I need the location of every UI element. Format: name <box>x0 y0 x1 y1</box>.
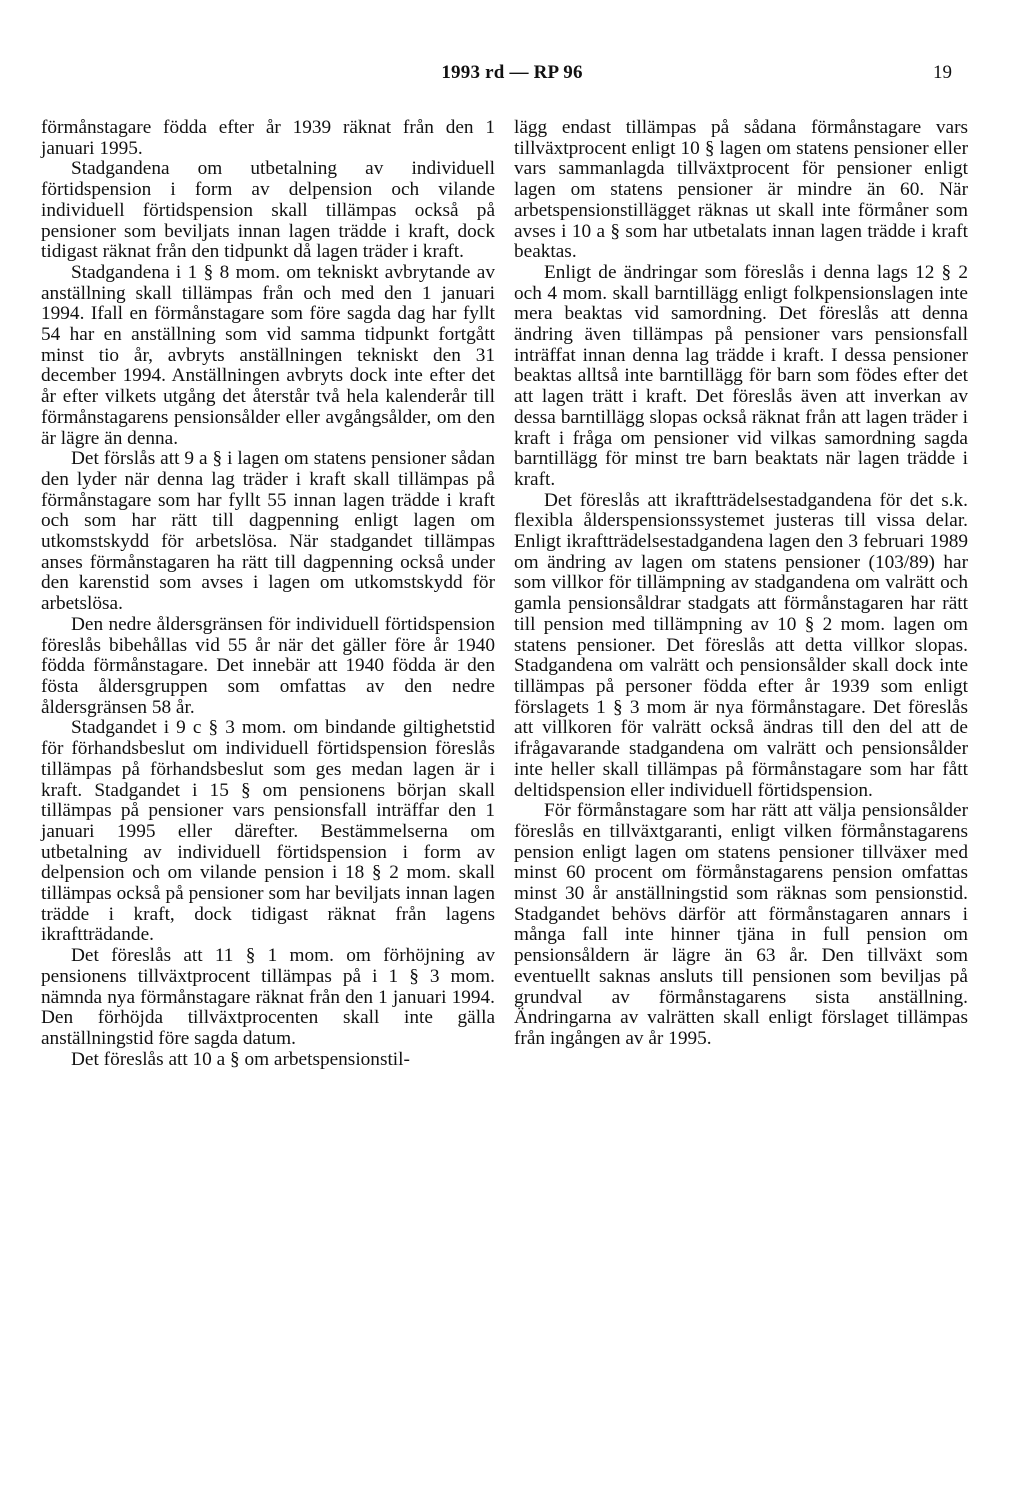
paragraph: För förmånstagare som har rätt att välja pensionsålder föreslås en tillväxtgaranti, enligt vilken förmånstagarens pension enligt lagen om statens pensioner tillväxer med minst 60 procent om förmånstagarens pension omfattas minst 30 år anställningstid som räknas som pensionstid. Stadgandet behövs därför att förmånstagaren annars i många fall inte hinner tjäna in full pension om pensionsåldern är lägre än 63 år. Den tillväxt som eventuellt saknas ansluts till pensionen som beviljas på grundval av förmånstagarens sista anställning. Ändringarna av valrätten skall enligt förslaget tillämpas från ingången av år 1995. <box>514 800 968 1049</box>
paragraph: förmånstagare födda efter år 1939 räknat från den 1 januari 1995. <box>41 117 495 159</box>
right-column <box>514 118 968 1050</box>
paragraph: Stadgandena i 1 § 8 mom. om tekniskt avbrytande av anställning skall tillämpas från och med den 1 januari 1994. Ifall en förmånstagare som före sagda dag har fyllt 54 har en anställning som vid samma tidpunkt fortgått minst tio år, avbryts anställningen tekniskt den 31 december 1994. Anställningen avbryts dock inte efter det år efter vilkets utgång det återstår två hela kalenderår till förmånstagarens pensionsålder eller avgångsålder, om den är lägre än denna. <box>41 261 495 449</box>
running-title: 1993 rd — RP 96 <box>441 62 583 83</box>
paragraph: lägg endast tillämpas på sådana förmånstagare vars tillväxtprocent enligt 10 § lagen om statens pensioner eller vars sammanlagda tillväxtprocent för pensioner enligt lagen om statens pensioner är mindre än 60. När arbetspensionstillägget räknas ut skall inte förmåner som avses i 10 a § som har utbetalats innan lagen trädde i kraft beaktas. <box>514 117 968 263</box>
paragraph: Den nedre åldersgränsen för individuell förtidspension föreslås bibehållas vid 55 år när det gäller före år 1940 födda förmånstagare. Det innebär att 1940 födda är den fösta åldersgruppen som omfattas av den nedre åldersgränsen 58 år. <box>41 613 495 718</box>
page-header <box>0 62 1024 90</box>
page-number: 19 <box>933 62 952 83</box>
paragraph: Stadgandena om utbetalning av individuell förtidspension i form av delpension och vilande individuell förtidspension skall tillämpas också på pensioner som beviljats innan lagen trädde i kraft, dock tidigast räknat från den tidpunkt då lagen träder i kraft. <box>41 158 495 263</box>
left-column <box>41 118 495 1070</box>
paragraph: Det föreslås att 11 § 1 mom. om förhöjning av pensionens tillväxtprocent tillämpas på i 1 § 3 mom. nämnda nya förmånstagare räknat från den 1 januari 1994. Den förhöjda tillväxtprocenten skall inte gälla anställningstid före sagda datum. <box>41 945 495 1049</box>
paragraph: Stadgandet i 9 c § 3 mom. om bindande giltighetstid för förhandsbeslut om individuell förtidspension föreslås tillämpas på förhandsbeslut som ges medan lagen är i kraft. Stadgandet i 15 § om pensionens början skall tillämpas på pensioner vars pensionsfall inträffar den 1 januari 1995 eller därefter. Bestämmelserna om utbetalning av individuell förtidspension i form av delpension och om vilande pension i 18 § 2 mom. skall tillämpas också på pensioner som har beviljats innan lagen trädde i kraft, dock tidigast räknat från lagens ikraftträdande. <box>41 717 495 946</box>
paragraph: Det förslås att 9 a § i lagen om statens pensioner sådan den lyder när denna lag träder i kraft skall tillämpas på förmånstagare som har fyllt 55 innan lagen trädde i kraft och som har rätt till dagpenning enligt lagen om utkomstskydd för arbetslösa. När stadgandet tillämpas anses förmånstagaren ha rätt till dagpenning också under den karenstid som avses i lagen om utkomstskydd för arbetslösa. <box>41 448 495 615</box>
paragraph: Det föreslås att 10 a § om arbetspensionstil- <box>71 1048 410 1070</box>
paragraph: Det föreslås att ikraftträdelsestadgandena för det s.k. flexibla ålderspensionssystemet justeras till vissa delar. Enligt ikraftträdelsestadgandena lagen den 3 februari 1989 om ändring av lagen om statens pensioner (103/89) har som villkor för tillämpning av stadgandena om valrätt och gamla pensionsåldrar stadgats att förmånstagaren har rätt till pension med tillämpning av 10 § 2 mom. lagen om statens pensioner. Det föreslås att detta villkor slopas. Stadgandena om valrätt och pensionsålder skall dock inte tillämpas på personer födda efter år 1939 som enligt förslagets 1 § 3 mom är nya förmånstagare. Det föreslås att villkoren för valrätt också ändras till den del att de ifrågavarande stadgandena om valrätt och pensionsålder inte heller skall tillämpas på förmånstagare som har fått deltidspension eller individuell förtidspension. <box>514 489 968 801</box>
paragraph: Enligt de ändringar som föreslås i denna lags 12 § 2 och 4 mom. skall barntillägg enligt folkpensionslagen inte mera beaktas vid samordning. Det föreslås att denna ändring även tillämpas på pensioner vars pensionsfall inträffat innan denna lag trädde i kraft. I dessa pensioner beaktas alltså inte barntillägg för barn som födes efter det att lagen trätt i kraft. Det föreslås även att inverkan av dessa barntillägg slopas också räknat från att lagen träder i kraft i fråga om pensioner vid vilkas samordning sagda barntillägg för minst tre barn beaktats när lagen trädde i kraft. <box>514 261 968 490</box>
